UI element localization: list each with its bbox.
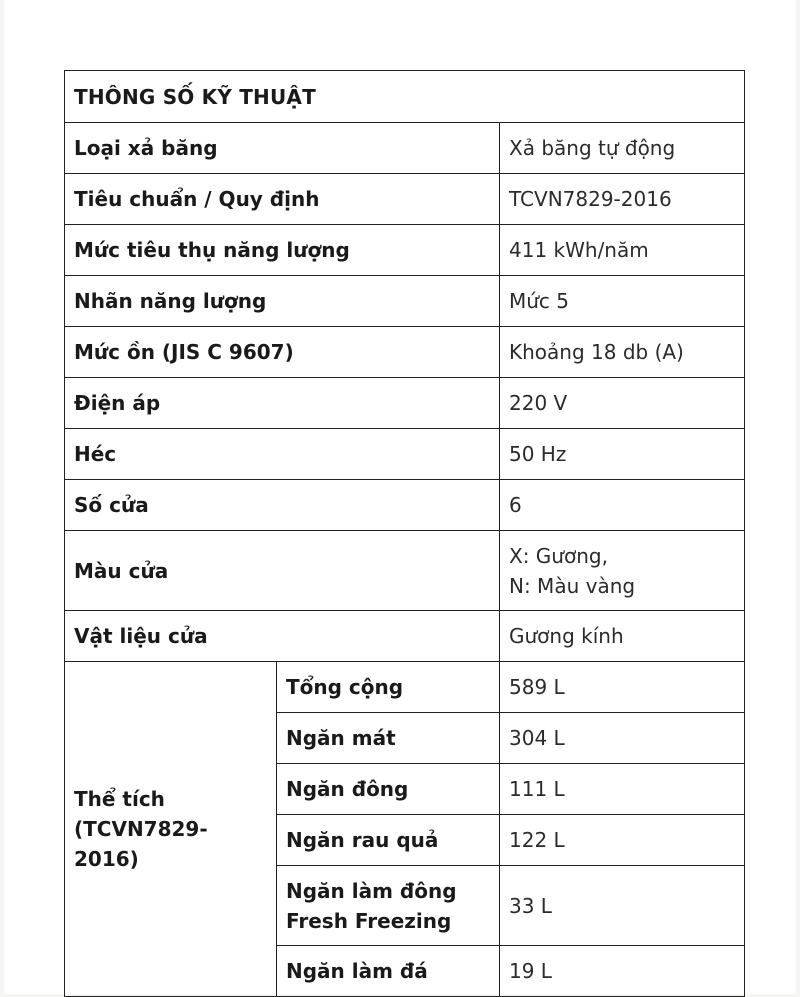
volume-item-value: 589 L — [500, 662, 745, 713]
volume-item-value: 122 L — [500, 815, 745, 866]
spec-value: 6 — [500, 480, 745, 531]
spec-row-standard — [65, 174, 745, 225]
spec-label: Héc — [65, 429, 500, 480]
volume-item-value: 304 L — [500, 713, 745, 764]
volume-item-label: Ngăn rau quả — [277, 815, 500, 866]
spec-row-defrost-type — [65, 123, 745, 174]
spec-value — [500, 531, 745, 611]
table-title: THÔNG SỐ KỸ THUẬT — [65, 71, 745, 123]
specifications-table — [64, 70, 745, 997]
volume-item-label: Tổng cộng — [277, 662, 500, 713]
spec-label: Số cửa — [65, 480, 500, 531]
spec-row-door-count — [65, 480, 745, 531]
spec-value: 50 Hz — [500, 429, 745, 480]
volume-item-value: 19 L — [500, 946, 745, 997]
spec-row-door-color — [65, 531, 745, 611]
spec-value-line: N: Màu vàng — [509, 573, 636, 598]
spec-value: 220 V — [500, 378, 745, 429]
spec-row-energy-label — [65, 276, 745, 327]
spec-label: Loại xả băng — [65, 123, 500, 174]
page-sheet — [4, 0, 796, 994]
volume-label-line: (TCVN7829-2016) — [74, 817, 208, 871]
volume-item-label: Ngăn làm đá — [277, 946, 500, 997]
spec-row-energy-consumption — [65, 225, 745, 276]
spec-label: Tiêu chuẩn / Quy định — [65, 174, 500, 225]
spec-row-frequency — [65, 429, 745, 480]
volume-group-label — [65, 662, 277, 997]
volume-item-label: Ngăn mát — [277, 713, 500, 764]
spec-label: Mức ồn (JIS C 9607) — [65, 327, 500, 378]
spec-label: Nhãn năng lượng — [65, 276, 500, 327]
volume-label-line: Thể tích — [74, 787, 165, 811]
volume-item-value: 33 L — [500, 866, 745, 946]
volume-item-label — [277, 866, 500, 946]
spec-value-line: X: Gương, — [509, 543, 608, 568]
spec-row-noise-level — [65, 327, 745, 378]
volume-row-total — [65, 662, 745, 713]
spec-value: 411 kWh/năm — [500, 225, 745, 276]
spec-value: TCVN7829-2016 — [500, 174, 745, 225]
spec-value: Gương kính — [500, 611, 745, 662]
spec-value: Mức 5 — [500, 276, 745, 327]
spec-row-voltage — [65, 378, 745, 429]
volume-item-value: 111 L — [500, 764, 745, 815]
spec-label: Vật liệu cửa — [65, 611, 500, 662]
volume-item-label-line: Fresh Freezing — [286, 908, 452, 933]
spec-label: Màu cửa — [65, 531, 500, 611]
spec-row-door-material — [65, 611, 745, 662]
spec-value: Khoảng 18 db (A) — [500, 327, 745, 378]
table-title-row — [65, 71, 745, 123]
volume-item-label-line: Ngăn làm đông — [286, 878, 457, 903]
spec-value: Xả băng tự động — [500, 123, 745, 174]
spec-label: Điện áp — [65, 378, 500, 429]
volume-item-label: Ngăn đông — [277, 764, 500, 815]
spec-label: Mức tiêu thụ năng lượng — [65, 225, 500, 276]
